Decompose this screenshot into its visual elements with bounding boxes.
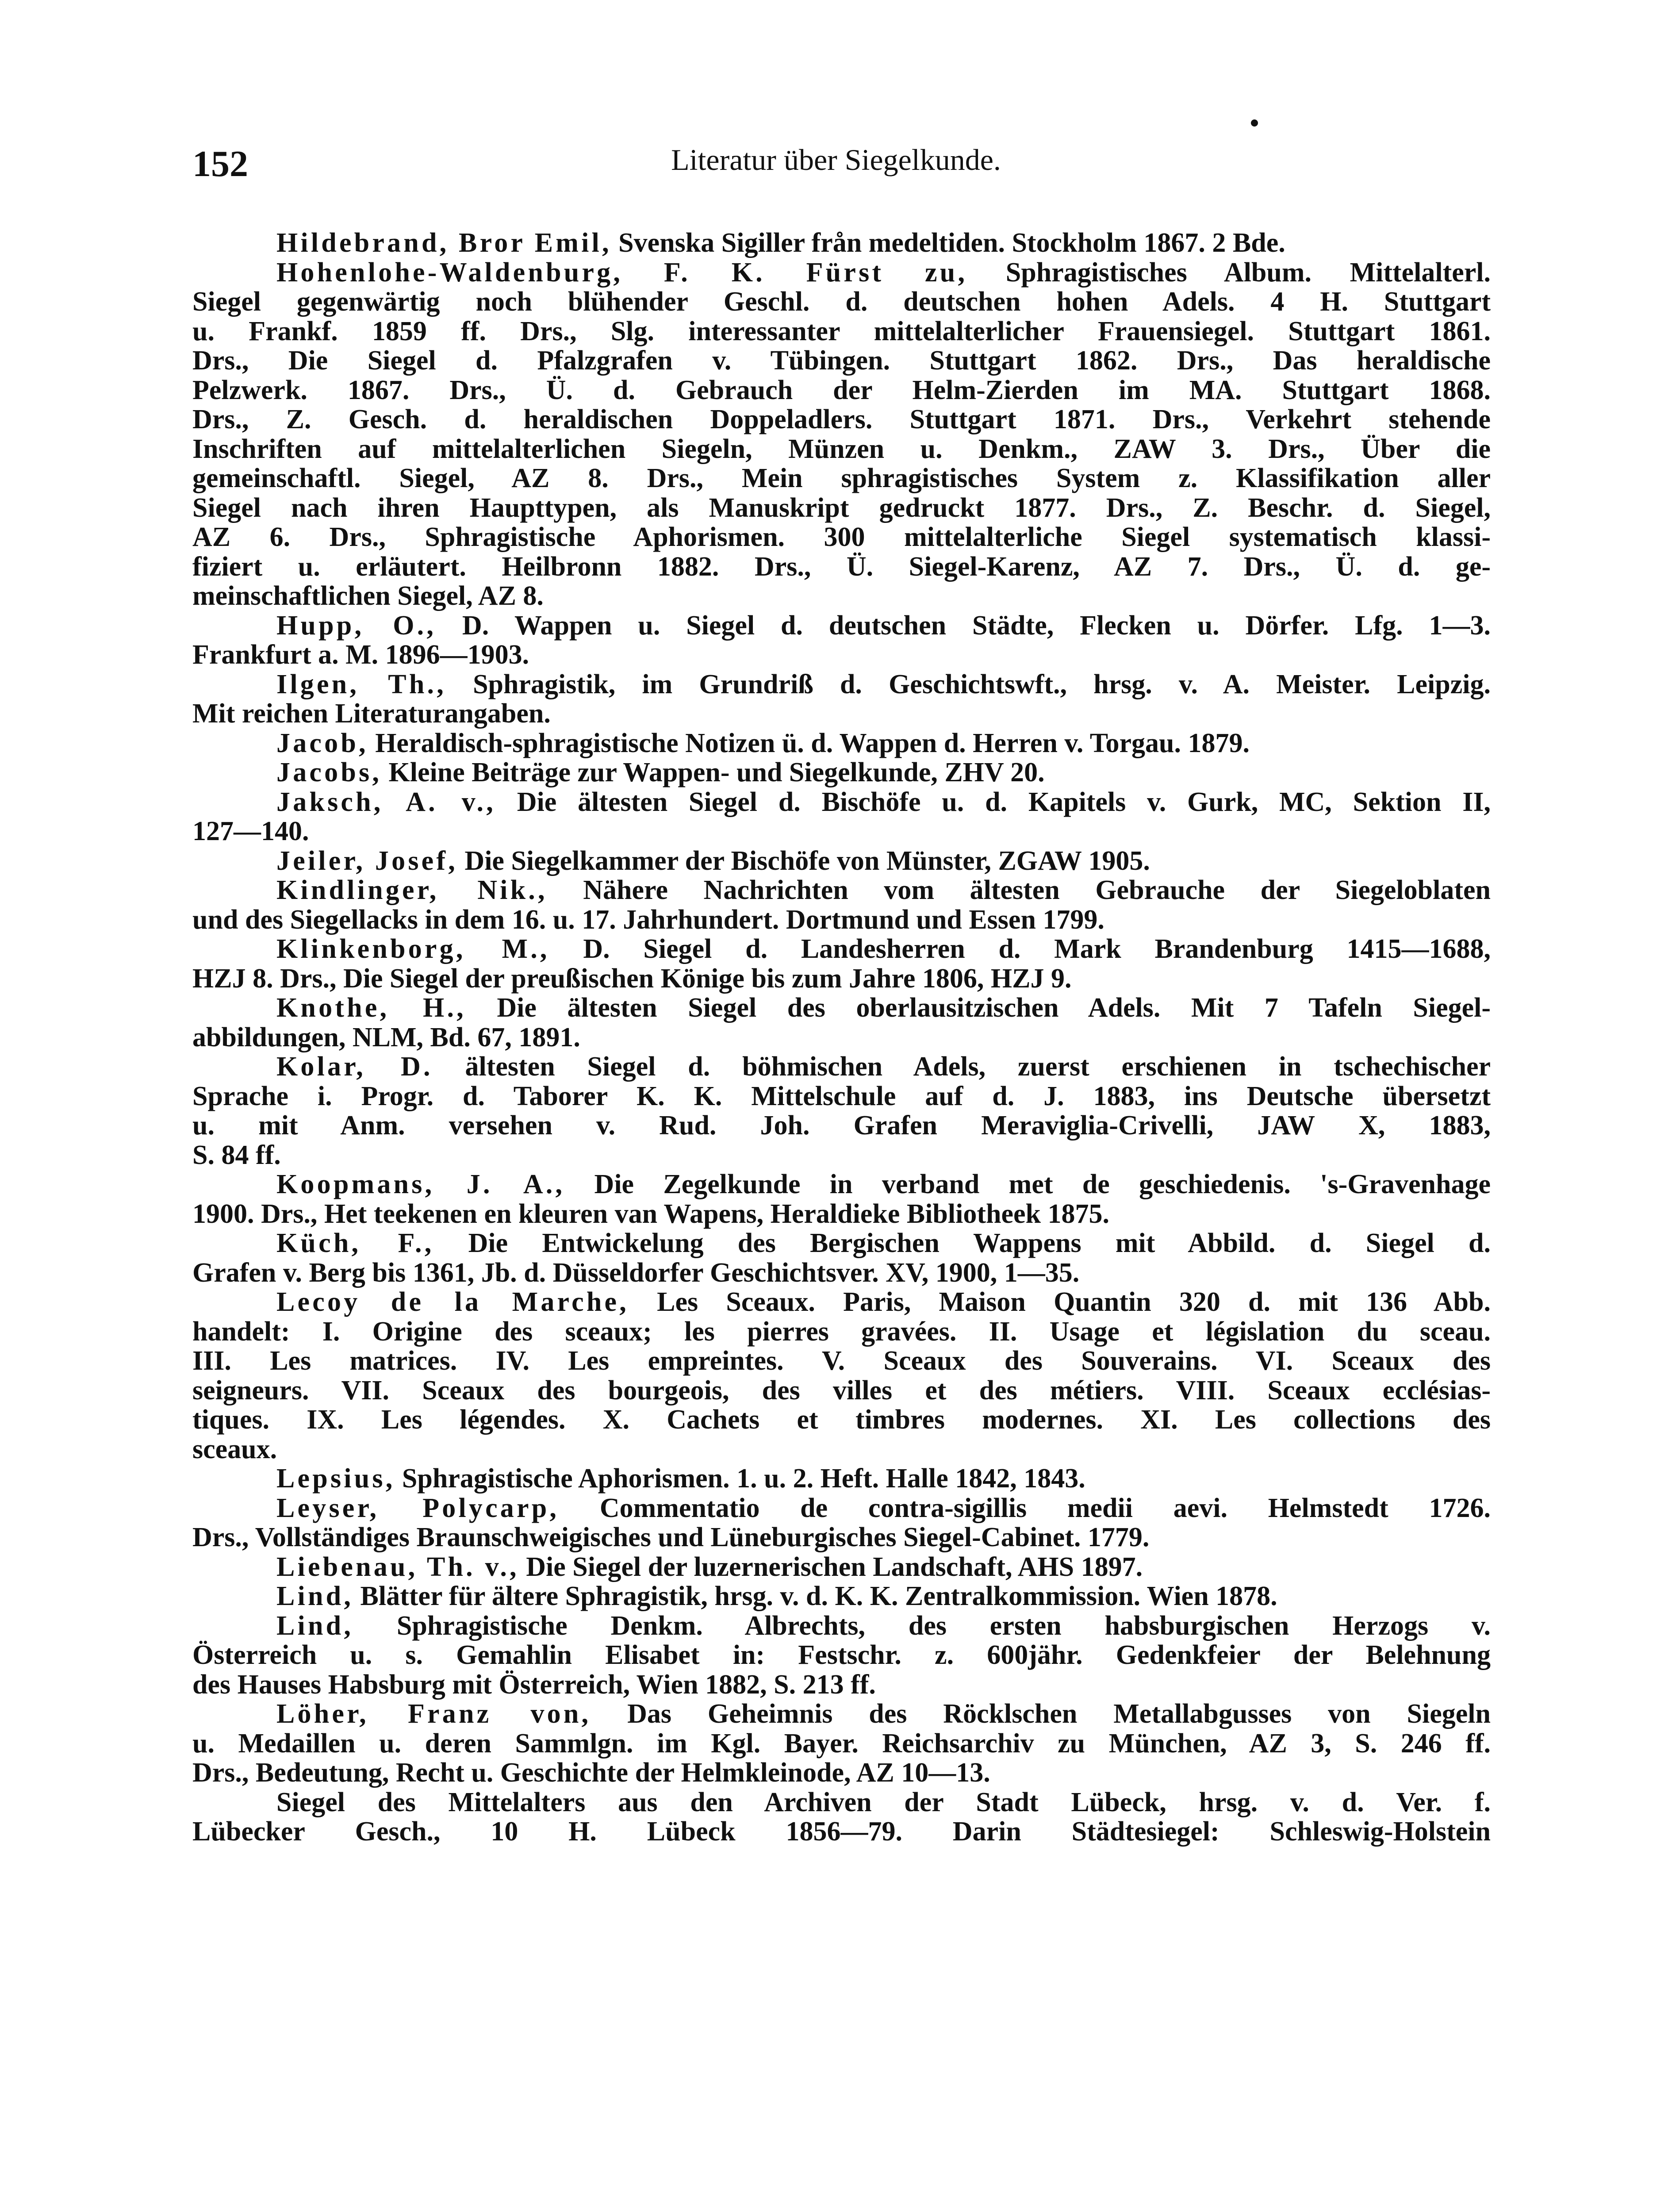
entry-text: Drs., Vollständiges Braunschweigisches und Lüneburgisches Siegel-Cabinet. 1779. (192, 1522, 1150, 1552)
author-name: Lind, (276, 1610, 354, 1641)
author-name: Liebenau, Th. v., (276, 1551, 519, 1582)
entry-first-line (192, 1552, 1491, 1582)
entry-text: handelt: I. Origine des sceaux; les pierres gravées. II. Usage et législation du sceau. (192, 1316, 1491, 1347)
entry-text: Drs., Die Siegel d. Pfalzgrafen v. Tübingen. Stuttgart 1862. Drs., Das heraldische (192, 346, 1491, 376)
entry-text: Die ältesten Siegel d. Bischöfe u. d. Kapitels v. Gurk, MC, Sektion II, (495, 787, 1491, 817)
ink-dot (1251, 119, 1258, 127)
entry-text: D. Wappen u. Siegel d. deutschen Städte, Flecken u. Dörfer. Lfg. 1—3. (436, 610, 1491, 641)
entry-text: meinschaftlichen Siegel, AZ 8. (192, 581, 544, 611)
author-name: Hildebrand, Bror Emil, (276, 228, 612, 258)
entry-text: Siegel nach ihren Haupttypen, als Manuskript gedruckt 1877. Drs., Z. Beschr. d. Siegel, (192, 492, 1491, 523)
entry-continuation-line (192, 346, 1491, 376)
entry-continuation-line (192, 964, 1491, 994)
entry-first-line (192, 758, 1491, 787)
entry-text: Commentatio de contra-sigillis medii aevi. Helmstedt 1726. (559, 1493, 1491, 1523)
entry-first-line (192, 846, 1491, 876)
entry-first-line (192, 729, 1491, 758)
entry-text: Siegel des Mittelalters aus den Archiven der Stadt Lübeck, hrsg. v. d. Ver. f. (276, 1787, 1491, 1817)
entry-continuation-line (192, 1023, 1491, 1052)
entry-text: D. Siegel d. Landesherren d. Mark Brandenburg 1415—1688, (549, 934, 1491, 964)
entry-text: Die Siegelkammer der Bischöfe von Münster, ZGAW 1905. (457, 845, 1150, 876)
author-name: Kolar, D. (276, 1052, 433, 1082)
entry-continuation-line (192, 1817, 1491, 1847)
entry-first-line (192, 1052, 1491, 1082)
entry-first-line (192, 1582, 1491, 1611)
entry-continuation-line (192, 1758, 1491, 1788)
entry-first-line (192, 1699, 1491, 1729)
entry-text: Lübecker Gesch., 10 H. Lübeck 1856—79. Darin Städtesiegel: Schleswig-Holstein (192, 1816, 1491, 1847)
entry-continuation-line (192, 581, 1491, 611)
author-name: Kindlinger, Nik., (276, 875, 548, 905)
entry-text: u. Frankf. 1859 ff. Drs., Slg. interessanter mittelalterlicher Frauensiegel. Stuttgart 1861. (192, 316, 1491, 346)
entry-continuation-line (192, 1640, 1491, 1670)
author-name: Jaksch, A. v., (276, 787, 496, 817)
entry-text: gemeinschaftl. Siegel, AZ 8. Drs., Mein sphragistisches System z. Klassifikation aller (192, 463, 1491, 493)
entry-first-line (192, 1170, 1491, 1199)
entry-continuation-line (192, 1523, 1491, 1552)
entry-text: Sprache i. Progr. d. Taborer K. K. Mittelschule auf d. J. 1883, ins Deutsche übersetzt (192, 1081, 1491, 1111)
author-name: Koopmans, J. A., (276, 1169, 565, 1199)
entry-continuation-line (192, 1199, 1491, 1229)
page-number: 152 (192, 143, 248, 184)
entry-text: Mit reichen Literaturangaben. (192, 699, 551, 729)
entry-text: Drs., Z. Gesch. d. heraldischen Doppeladlers. Stuttgart 1871. Drs., Verkehrt stehende (192, 404, 1491, 434)
entry-continuation-line (192, 522, 1491, 552)
author-name: Jeiler, Josef, (276, 845, 458, 876)
entry-continuation-line (192, 1346, 1491, 1376)
entry-continuation-line (192, 1670, 1491, 1700)
entry-first-line (192, 228, 1491, 258)
author-name: Ilgen, Th., (276, 669, 446, 699)
author-name: Küch, F., (276, 1228, 434, 1258)
entry-text: Sphragistik, im Grundriß d. Geschichtswft., hrsg. v. A. Meister. Leipzig. (446, 669, 1491, 699)
entry-text: Das Geheimnis des Röcklschen Metallabgusses von Siegeln (591, 1699, 1491, 1729)
entry-text: Blätter für ältere Sphragistik, hrsg. v. d. K. K. Zentralkommission. Wien 1878. (353, 1581, 1277, 1611)
entry-text: seigneurs. VII. Sceaux des bourgeois, des villes et des métiers. VIII. Sceaux ecclésias- (192, 1375, 1491, 1406)
entry-text: Svenska Sigiller från medeltiden. Stockholm 1867. 2 Bde. (611, 228, 1285, 258)
entry-text: Drs., Bedeutung, Recht u. Geschichte der Helmkleinode, AZ 10—13. (192, 1758, 990, 1788)
entry-continuation-line (192, 317, 1491, 346)
author-name: Lecoy de la Marche, (276, 1287, 629, 1317)
entry-text: Kleine Beiträge zur Wappen- und Siegelkunde, ZHV 20. (382, 757, 1045, 787)
entry-continuation-line (192, 464, 1491, 493)
entry-text: ältesten Siegel d. böhmischen Adels, zuerst erschienen in tschechischer (433, 1052, 1491, 1082)
entry-continuation-line (192, 640, 1491, 670)
author-name: Jacob, (276, 728, 368, 758)
author-name: Knothe, H., (276, 993, 466, 1023)
entry-continuation-line (192, 552, 1491, 582)
entry-first-line (192, 876, 1491, 905)
entry-continuation-line (192, 405, 1491, 434)
entry-text: Frankfurt a. M. 1896—1903. (192, 640, 529, 670)
entry-continuation-line (192, 376, 1491, 405)
entry-first-line (192, 1788, 1491, 1817)
entry-text: sceaux. (192, 1434, 277, 1464)
entry-text: III. Les matrices. IV. Les empreintes. V. Sceaux des Souverains. VI. Sceaux des (192, 1346, 1491, 1376)
entry-continuation-line (192, 434, 1491, 464)
entry-text: tiques. IX. Les légendes. X. Cachets et timbres modernes. XI. Les collections des (192, 1405, 1491, 1435)
running-head: Literatur über Siegelkunde. (671, 143, 1001, 177)
entry-text: 127—140. (192, 816, 309, 846)
entry-text: Nähere Nachrichten vom ältesten Gebrauche der Siegeloblaten (547, 875, 1491, 905)
entry-text: Sphragistische Denkm. Albrechts, des ersten habsburgischen Herzogs v. (353, 1610, 1491, 1641)
entry-text: abbildungen, NLM, Bd. 67, 1891. (192, 1022, 580, 1052)
entry-text: fiziert u. erläutert. Heilbronn 1882. Drs., Ü. Siegel-Karenz, AZ 7. Drs., Ü. d. ge- (192, 551, 1491, 582)
entry-text: Die ältesten Siegel des oberlausitzischen Adels. Mit 7 Tafeln Siegel- (466, 993, 1491, 1023)
author-name: Leyser, Polycarp, (276, 1493, 560, 1523)
author-name: Hohenlohe-Waldenburg, F. K. Fürst zu, (276, 257, 968, 288)
entry-text: AZ 6. Drs., Sphragistische Aphorismen. 300 mittelalterliche Siegel systematisch klassi- (192, 522, 1491, 552)
entry-text: Sphragistisches Album. Mittelalterl. (967, 257, 1491, 288)
author-name: Jacobs, (276, 757, 382, 787)
entry-text: Siegel gegenwärtig noch blühender Geschl. d. deutschen hohen Adels. 4 H. Stuttgart (192, 287, 1491, 317)
entry-first-line (192, 1611, 1491, 1641)
entry-continuation-line (192, 1729, 1491, 1759)
entry-text: Grafen v. Berg bis 1361, Jb. d. Düsseldorfer Geschichtsver. XV, 1900, 1—35. (192, 1257, 1080, 1288)
entry-text: Sphragistische Aphorismen. 1. u. 2. Heft. Halle 1842, 1843. (395, 1463, 1085, 1494)
author-name: Lind, (276, 1581, 354, 1611)
author-name: Lepsius, (276, 1463, 395, 1494)
entry-first-line (192, 993, 1491, 1023)
entry-first-line (192, 1464, 1491, 1494)
entry-continuation-line (192, 905, 1491, 935)
entry-first-line (192, 670, 1491, 699)
entry-text: u. mit Anm. versehen v. Rud. Joh. Grafen Meraviglia-Crivelli, JAW X, 1883, (192, 1110, 1491, 1141)
author-name: Löher, Franz von, (276, 1699, 591, 1729)
entry-first-line (192, 1287, 1491, 1317)
entry-first-line (192, 934, 1491, 964)
bibliography-list (192, 228, 1491, 1847)
entry-first-line (192, 258, 1491, 288)
entry-continuation-line (192, 1082, 1491, 1111)
entry-continuation-line (192, 1317, 1491, 1347)
entry-continuation-line (192, 1405, 1491, 1435)
entry-text: Österreich u. s. Gemahlin Elisabet in: Festschr. z. 600jähr. Gedenkfeier der Belehnung (192, 1640, 1491, 1670)
entry-text: Pelzwerk. 1867. Drs., Ü. d. Gebrauch der Helm-Zierden im MA. Stuttgart 1868. (192, 375, 1491, 405)
author-name: Klinkenborg, M., (276, 934, 550, 964)
entry-continuation-line (192, 1141, 1491, 1170)
entry-continuation-line (192, 699, 1491, 729)
entry-text: 1900. Drs., Het teekenen en kleuren van Wapens, Heraldieke Bibliotheek 1875. (192, 1198, 1110, 1229)
entry-continuation-line (192, 1111, 1491, 1141)
entry-first-line (192, 787, 1491, 817)
entry-text: Les Sceaux. Paris, Maison Quantin 320 d. mit 136 Abb. (629, 1287, 1491, 1317)
entry-continuation-line (192, 493, 1491, 523)
entry-continuation-line (192, 1258, 1491, 1288)
entry-text: S. 84 ff. (192, 1140, 281, 1170)
entry-continuation-line (192, 1435, 1491, 1464)
entry-first-line (192, 611, 1491, 641)
entry-text: Inschriften auf mittelalterlichen Siegeln, Münzen u. Denkm., ZAW 3. Drs., Über die (192, 434, 1491, 464)
entry-text: des Hauses Habsburg mit Österreich, Wien 1882, S. 213 ff. (192, 1669, 876, 1700)
entry-text: Die Siegel der luzernerischen Landschaft, AHS 1897. (519, 1551, 1143, 1582)
entry-text: u. Medaillen u. deren Sammlgn. im Kgl. Bayer. Reichsarchiv zu München, AZ 3, S. 246 ff. (192, 1728, 1491, 1759)
entry-first-line (192, 1494, 1491, 1523)
entry-text: Die Entwickelung des Bergischen Wappens mit Abbild. d. Siegel d. (434, 1228, 1491, 1258)
entry-continuation-line (192, 1376, 1491, 1406)
entry-text: Die Zegelkunde in verband met de geschiedenis. 's-Gravenhage (565, 1169, 1491, 1199)
entry-text: Heraldisch-sphragistische Notizen ü. d. Wappen d. Herren v. Torgau. 1879. (368, 728, 1250, 758)
entry-text: und des Siegellacks in dem 16. u. 17. Jahrhundert. Dortmund und Essen 1799. (192, 904, 1104, 935)
author-name: Hupp, O., (276, 610, 437, 641)
entry-first-line (192, 1229, 1491, 1258)
entry-text: HZJ 8. Drs., Die Siegel der preußischen Könige bis zum Jahre 1806, HZJ 9. (192, 963, 1072, 994)
entry-continuation-line (192, 817, 1491, 846)
entry-continuation-line (192, 287, 1491, 317)
